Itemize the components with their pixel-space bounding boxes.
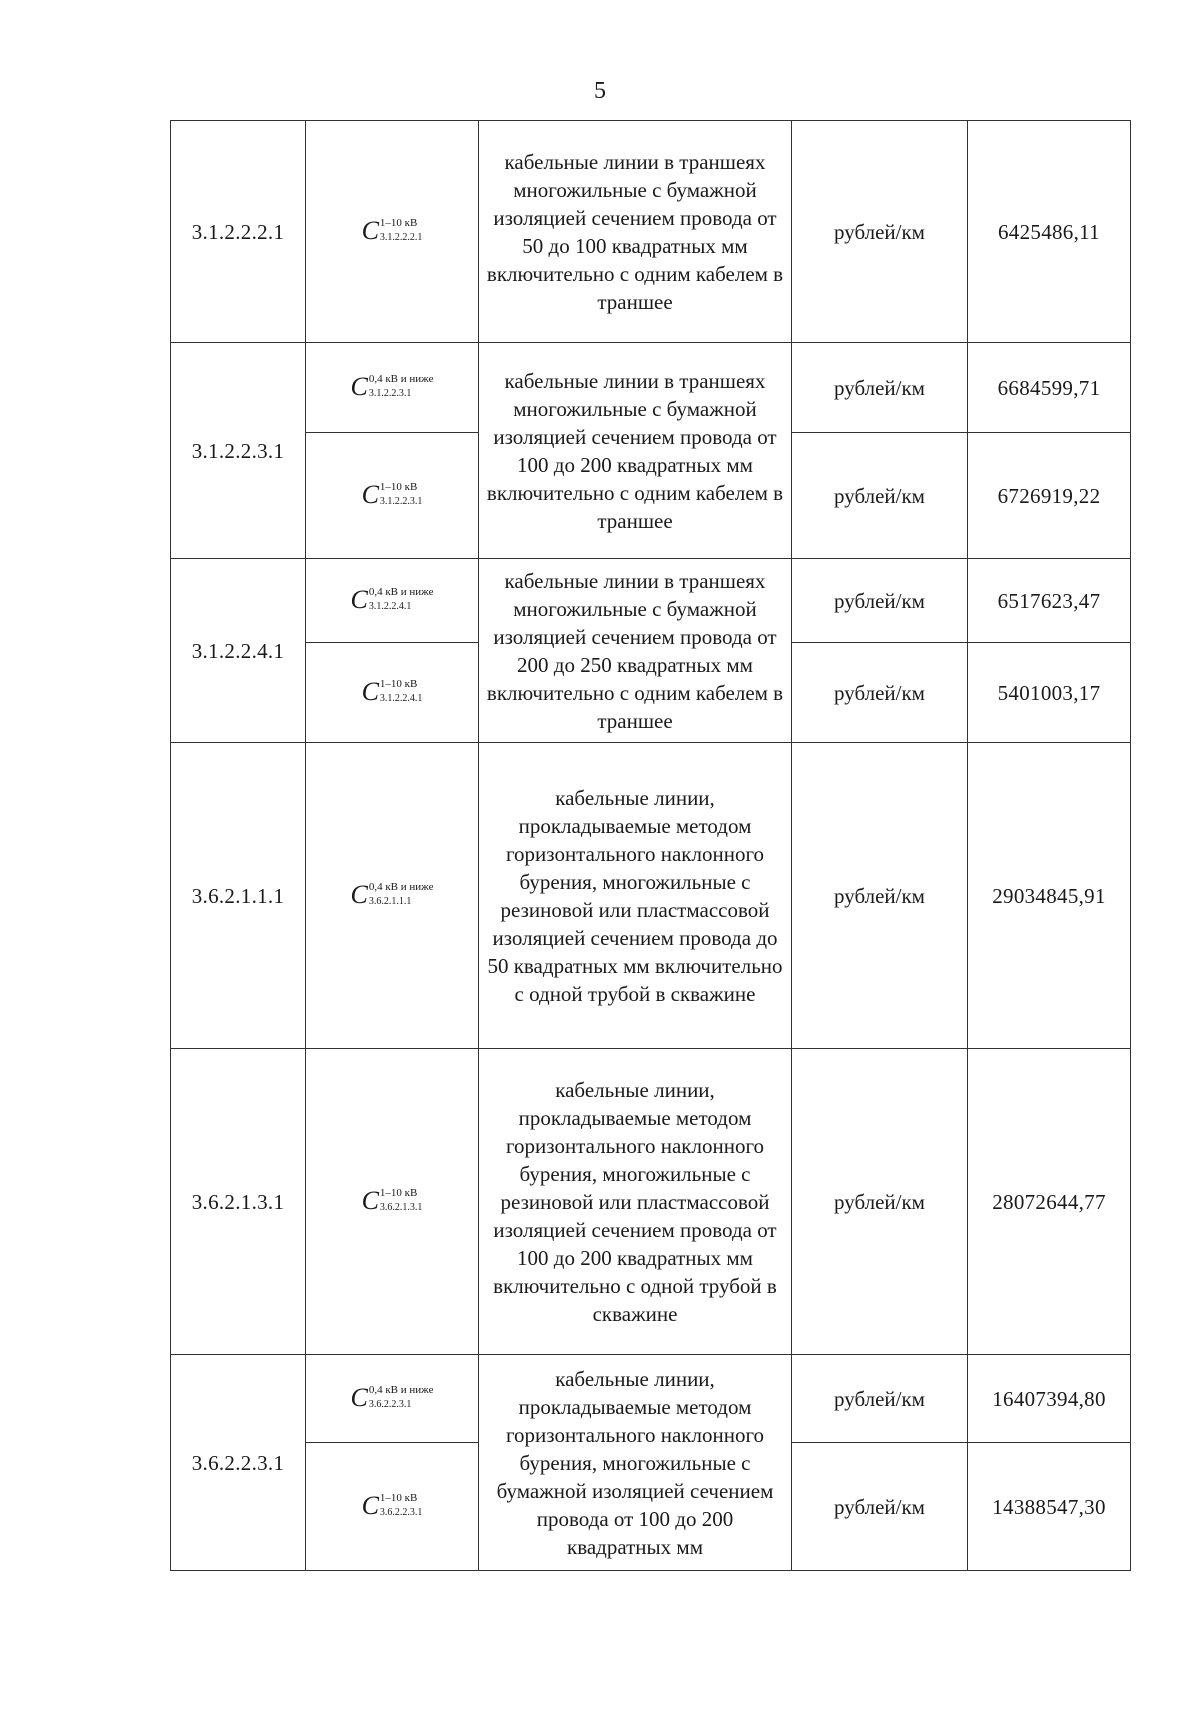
rate-code: 3.1.2.2.4.1 — [171, 559, 306, 743]
rate-symbol-index: 3.1.2.2.4.1 — [379, 693, 423, 704]
rate-description: кабельные линии, прокладываемые методом горизонтального наклонного бурения, многожильные с резиновой или пластмассовой изоляцией сечением провода до 50 квадратных мм включительно с одной трубой в скважине — [479, 743, 792, 1049]
rate-symbol-voltage: 0,4 кВ и ниже — [368, 373, 434, 385]
rate-symbol-scripts — [369, 1385, 434, 1410]
table-row — [171, 559, 1131, 643]
rate-code: 3.6.2.1.3.1 — [171, 1049, 306, 1355]
rate-symbol-index: 3.6.2.1.3.1 — [379, 1202, 423, 1213]
rate-symbol-voltage: 0,4 кВ и ниже — [368, 881, 434, 893]
rate-value: 29034845,91 — [968, 743, 1131, 1049]
table-row — [171, 1355, 1131, 1443]
rate-symbol-letter: C — [350, 584, 368, 614]
rate-symbol-scripts — [380, 679, 423, 704]
rate-symbol-scripts — [369, 587, 434, 612]
rate-symbol-formula — [350, 371, 434, 401]
rate-description: кабельные линии в траншеях многожильные с бумажной изоляцией сечением провода от 50 до 100 квадратных мм включительно с одним кабелем в траншее — [479, 121, 792, 343]
rate-symbol-scripts — [380, 1493, 423, 1518]
rate-symbol-formula — [361, 676, 423, 706]
rate-description: кабельные линии в траншеях многожильные с бумажной изоляцией сечением провода от 100 до 200 квадратных мм включительно с одним кабелем в траншее — [479, 343, 792, 559]
rate-symbol-voltage: 1–10 кВ — [379, 217, 418, 229]
rate-symbol-formula — [350, 584, 434, 614]
rate-symbol-scripts — [369, 374, 434, 399]
rate-symbol — [306, 743, 479, 1049]
rate-symbol-index: 3.1.2.2.2.1 — [379, 232, 423, 243]
rate-symbol-index: 3.1.2.2.3.1 — [368, 388, 412, 399]
rate-code: 3.6.2.2.3.1 — [171, 1355, 306, 1571]
rate-symbol — [306, 559, 479, 643]
rate-symbol-letter: C — [350, 1382, 368, 1412]
rate-symbol — [306, 1355, 479, 1443]
rate-symbol-scripts — [380, 1188, 423, 1213]
rate-symbol-letter: C — [361, 1185, 379, 1215]
rate-unit: рублей/км — [792, 643, 968, 743]
rate-code: 3.1.2.2.3.1 — [171, 343, 306, 559]
rate-symbol-formula — [350, 879, 434, 909]
rate-symbol-letter: C — [350, 371, 368, 401]
rate-symbol-letter: C — [361, 479, 379, 509]
rate-description: кабельные линии, прокладываемые методом горизонтального наклонного бурения, многожильные с резиновой или пластмассовой изоляцией сечением провода от 100 до 200 квадратных мм включительно с одной трубой в скважине — [479, 1049, 792, 1355]
table-row — [171, 1049, 1131, 1355]
table-row — [171, 121, 1131, 343]
rate-symbol — [306, 121, 479, 343]
rate-unit: рублей/км — [792, 1443, 968, 1571]
rate-symbol-letter: C — [361, 215, 379, 245]
rate-symbol-index: 3.1.2.2.4.1 — [368, 601, 412, 612]
rate-symbol-voltage: 0,4 кВ и ниже — [368, 586, 434, 598]
rate-symbol-formula — [361, 215, 423, 245]
rate-symbol-scripts — [369, 882, 434, 907]
rate-symbol-formula — [361, 1185, 423, 1215]
rate-symbol-voltage: 1–10 кВ — [379, 678, 418, 690]
rate-symbol-letter: C — [361, 676, 379, 706]
rate-description: кабельные линии, прокладываемые методом горизонтального наклонного бурения, многожильные с бумажной изоляцией сечением провода от 100 до 200 квадратных мм — [479, 1355, 792, 1571]
rate-unit: рублей/км — [792, 121, 968, 343]
rate-symbol-scripts — [380, 218, 423, 243]
rate-value: 28072644,77 — [968, 1049, 1131, 1355]
rate-symbol-scripts — [380, 482, 423, 507]
rates-table — [170, 120, 1131, 1571]
rate-value: 6425486,11 — [968, 121, 1131, 343]
rate-code: 3.6.2.1.1.1 — [171, 743, 306, 1049]
rate-symbol-voltage: 1–10 кВ — [379, 481, 418, 493]
rate-symbol-letter: C — [350, 879, 368, 909]
rate-unit: рублей/км — [792, 433, 968, 559]
rate-value: 6726919,22 — [968, 433, 1131, 559]
rate-symbol-formula — [361, 1490, 423, 1520]
table-row — [171, 743, 1131, 1049]
rate-symbol-index: 3.1.2.2.3.1 — [379, 496, 423, 507]
rate-symbol-letter: C — [361, 1490, 379, 1520]
rate-value: 6684599,71 — [968, 343, 1131, 433]
rate-code: 3.1.2.2.2.1 — [171, 121, 306, 343]
rate-symbol-voltage: 0,4 кВ и ниже — [368, 1384, 434, 1396]
rate-symbol-index: 3.6.2.2.3.1 — [368, 1399, 412, 1410]
rates-table-body — [171, 121, 1131, 1571]
table-row — [171, 343, 1131, 433]
rate-unit: рублей/км — [792, 1049, 968, 1355]
rate-value: 16407394,80 — [968, 1355, 1131, 1443]
rate-symbol-index: 3.6.2.1.1.1 — [368, 896, 412, 907]
rate-unit: рублей/км — [792, 343, 968, 433]
rate-symbol — [306, 1443, 479, 1571]
rate-value: 5401003,17 — [968, 643, 1131, 743]
rate-symbol — [306, 343, 479, 433]
rate-symbol-index: 3.6.2.2.3.1 — [379, 1507, 423, 1518]
rate-symbol-voltage: 1–10 кВ — [379, 1492, 418, 1504]
rate-symbol — [306, 433, 479, 559]
page-number: 5 — [594, 78, 606, 104]
rate-symbol-formula — [350, 1382, 434, 1412]
rate-unit: рублей/км — [792, 743, 968, 1049]
rate-symbol-formula — [361, 479, 423, 509]
rate-value: 6517623,47 — [968, 559, 1131, 643]
rate-description: кабельные линии в траншеях многожильные с бумажной изоляцией сечением провода от 200 до 250 квадратных мм включительно с одним кабелем в траншее — [479, 559, 792, 743]
rate-unit: рублей/км — [792, 1355, 968, 1443]
rate-symbol-voltage: 1–10 кВ — [379, 1187, 418, 1199]
rate-unit: рублей/км — [792, 559, 968, 643]
rate-symbol — [306, 1049, 479, 1355]
rate-value: 14388547,30 — [968, 1443, 1131, 1571]
rate-symbol — [306, 643, 479, 743]
